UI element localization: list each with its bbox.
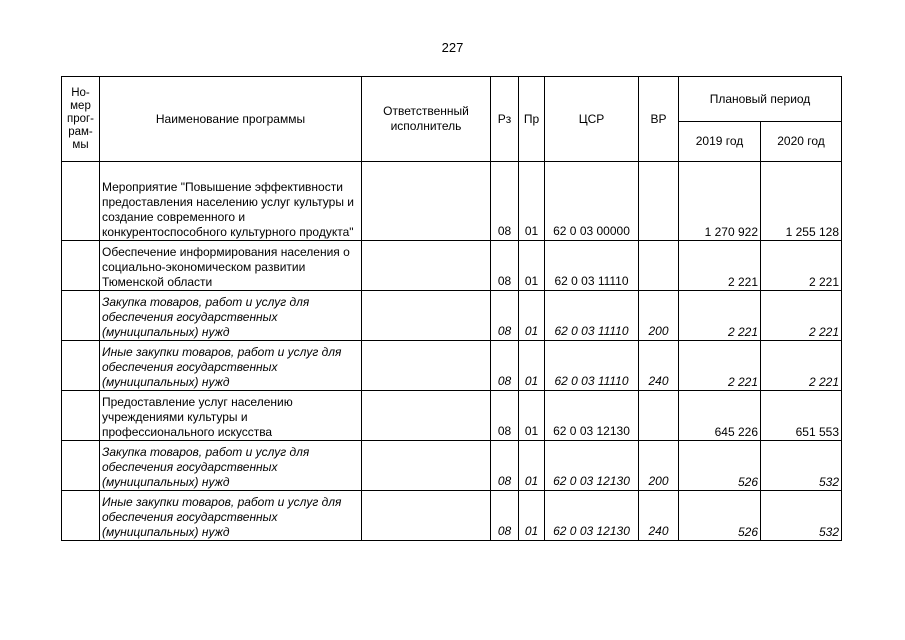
cell-number [62,491,100,541]
cell-pr: 01 [519,241,545,291]
cell-executor [362,391,491,441]
cell-vr: 240 [639,491,679,541]
cell-name: Закупка товаров, работ и услуг для обеспечения государственных (муниципальных) нужд [100,441,362,491]
cell-rz: 08 [491,241,519,291]
cell-2019: 526 [679,491,761,541]
cell-vr: 200 [639,291,679,341]
cell-2020: 532 [761,491,842,541]
cell-executor [362,291,491,341]
cell-name: Иные закупки товаров, работ и услуг для обеспечения государственных (муниципальных) нужд [100,341,362,391]
cell-pr: 01 [519,341,545,391]
cell-rz: 08 [491,291,519,341]
cell-name: Мероприятие "Повышение эффективности предоставления населению услуг культуры и создание современного и конкурентоспособного культурного продукта" [100,162,362,241]
cell-2019: 2 221 [679,291,761,341]
cell-executor [362,441,491,491]
budget-table [61,76,842,541]
cell-csr: 62 0 03 12130 [545,441,639,491]
col-header-planned-period: Плановый период [679,77,842,122]
cell-executor [362,491,491,541]
cell-pr: 01 [519,391,545,441]
cell-2020: 2 221 [761,291,842,341]
col-header-2020: 2020 год [761,122,842,162]
cell-vr [639,162,679,241]
cell-csr: 62 0 03 11110 [545,291,639,341]
cell-pr: 01 [519,291,545,341]
table-row [62,291,842,341]
cell-csr: 62 0 03 12130 [545,391,639,441]
cell-number [62,391,100,441]
cell-number [62,341,100,391]
table-row [62,241,842,291]
table-row [62,162,842,241]
cell-csr: 62 0 03 11110 [545,341,639,391]
cell-rz: 08 [491,391,519,441]
col-header-vr: ВР [639,77,679,162]
cell-name: Обеспечение информирования населения о социально-экономическом развитии Тюменской области [100,241,362,291]
cell-number [62,241,100,291]
cell-2020: 532 [761,441,842,491]
col-header-number [62,77,100,162]
cell-rz: 08 [491,441,519,491]
page-number: 227 [441,40,464,55]
cell-csr: 62 0 03 00000 [545,162,639,241]
cell-vr: 240 [639,341,679,391]
cell-2019: 1 270 922 [679,162,761,241]
cell-2019: 645 226 [679,391,761,441]
cell-2020: 1 255 128 [761,162,842,241]
cell-2020: 2 221 [761,341,842,391]
cell-pr: 01 [519,491,545,541]
cell-number [62,291,100,341]
cell-vr: 200 [639,441,679,491]
table-row [62,491,842,541]
cell-pr: 01 [519,441,545,491]
cell-executor [362,162,491,241]
table-row [62,341,842,391]
cell-executor [362,241,491,291]
cell-pr: 01 [519,162,545,241]
col-header-executor: Ответственный исполнитель [362,77,491,162]
table-row [62,441,842,491]
cell-csr: 62 0 03 11110 [545,241,639,291]
cell-executor [362,341,491,391]
col-header-rz: Рз [491,77,519,162]
col-header-name: Наименование программы [100,77,362,162]
cell-2019: 526 [679,441,761,491]
col-header-2019: 2019 год [679,122,761,162]
cell-2019: 2 221 [679,241,761,291]
cell-vr [639,241,679,291]
cell-name: Предоставление услуг населению учреждениями культуры и профессионального искусства [100,391,362,441]
cell-number [62,162,100,241]
col-header-number-text: Но- мер прог- рам- мы [66,86,95,151]
table-body [62,162,842,541]
table-row [62,391,842,441]
cell-number [62,441,100,491]
cell-2019: 2 221 [679,341,761,391]
cell-2020: 651 553 [761,391,842,441]
cell-rz: 08 [491,162,519,241]
cell-rz: 08 [491,491,519,541]
cell-vr [639,391,679,441]
cell-name: Закупка товаров, работ и услуг для обеспечения государственных (муниципальных) нужд [100,291,362,341]
table-header [62,77,842,162]
cell-rz: 08 [491,341,519,391]
cell-csr: 62 0 03 12130 [545,491,639,541]
col-header-pr: Пр [519,77,545,162]
cell-name: Иные закупки товаров, работ и услуг для обеспечения государственных (муниципальных) нужд [100,491,362,541]
cell-2020: 2 221 [761,241,842,291]
col-header-csr: ЦСР [545,77,639,162]
